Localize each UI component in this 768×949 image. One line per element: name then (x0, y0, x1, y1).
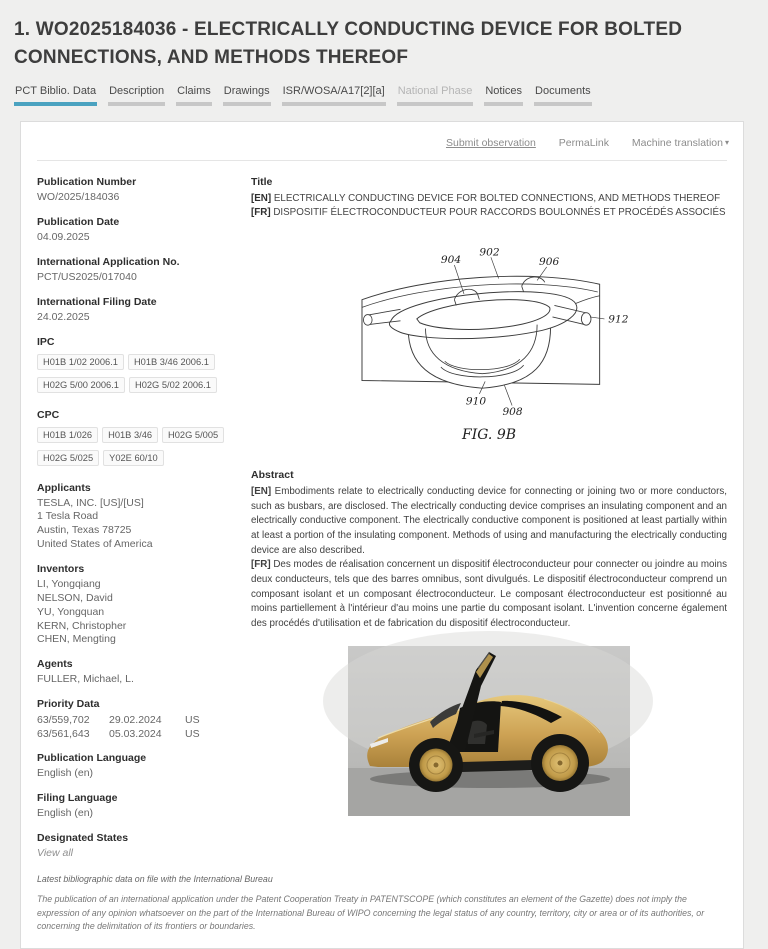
ref-910: 910 (465, 395, 487, 408)
biblio-columns (21, 161, 743, 870)
applicant-name: TESLA, INC. [US]/[US] (37, 496, 144, 509)
priority-row (37, 727, 245, 741)
cpc-code-chip[interactable]: H01B 3/46 (102, 427, 158, 443)
cpc-code-chip[interactable]: Y02E 60/10 (103, 450, 164, 466)
title-section (251, 176, 727, 220)
ref-904: 904 (440, 253, 462, 266)
tab-pct-biblio-data[interactable] (14, 85, 97, 106)
inventor-name: NELSON, David (37, 591, 113, 604)
field-agents (37, 658, 245, 687)
patent-drawing-fig9b (339, 240, 639, 418)
card-footer (21, 870, 743, 948)
record-header (0, 0, 768, 71)
title-fr-text: DISPOSITIF ÉLECTROCONDUCTEUR POUR RACCORDS BOULONNÉS ET PROCÉDÉS ASSOCIÉS (273, 207, 726, 218)
field-label: CPC (37, 408, 60, 421)
title-fr (251, 206, 727, 220)
patent-figure (339, 240, 639, 443)
field-label: Designated States (37, 832, 129, 845)
tab-underline (282, 102, 386, 106)
field-application-no (37, 256, 245, 285)
abstract-label: Abstract (251, 468, 294, 481)
biblio-right-column (245, 176, 727, 870)
priority-row (37, 713, 245, 727)
field-label: IPC (37, 335, 55, 348)
latest-data-note: Latest bibliographic data on file with the International Bureau (37, 874, 273, 885)
biblio-left-column (37, 176, 245, 870)
ipc-code-chip[interactable]: H02G 5/00 2006.1 (37, 377, 125, 393)
priority-number: 63/561,643 (37, 728, 90, 741)
field-value: PCT/US2025/017040 (37, 270, 137, 283)
inventor-name: CHEN, Mengting (37, 633, 116, 646)
field-label: Priority Data (37, 698, 100, 711)
tab-description[interactable] (108, 85, 165, 106)
applicant-address-line: Austin, Texas 78725 (37, 524, 132, 537)
cpc-chip-list (37, 424, 245, 471)
title-en (251, 192, 727, 206)
cpc-code-chip[interactable]: H02G 5/005 (162, 427, 224, 443)
inventor-name: YU, Yongquan (37, 605, 105, 618)
ref-908: 908 (502, 406, 523, 419)
ipc-code-chip[interactable]: H01B 3/46 2006.1 (128, 354, 215, 370)
figure-caption: FIG. 9B (461, 426, 517, 443)
tab-underline (176, 102, 212, 106)
field-value: 24.02.2025 (37, 310, 90, 323)
applicant-address-line: 1 Tesla Road (37, 510, 99, 523)
tab-isr-wosa[interactable] (282, 85, 386, 106)
abstract-fr-text: Des modes de réalisation concernent un dispositif électroconducteur pour connecter ou joindre au moins deux conducteurs, tels que des barres omnibus, sont divulgués. Le dispositif électroconducteur comprend un composant isolant et un composant électroconducteur. Le composant électroconducteur est positionné au moins partiellement à l'intérieur d'au moins une partie du composant isolant. L'invention concerne également des procédés d'utilisation et de fabrication du dispositif électroconducteur. (251, 559, 727, 630)
tab-underline (14, 102, 97, 106)
priority-date: 29.02.2024 (109, 714, 162, 727)
ipc-code-chip[interactable]: H01B 1/02 2006.1 (37, 354, 124, 370)
ref-906: 906 (539, 255, 560, 268)
title-label: Title (251, 176, 273, 189)
cpc-code-chip[interactable]: H01B 1/026 (37, 427, 98, 443)
priority-country: US (185, 728, 200, 741)
tab-underline (108, 102, 165, 106)
abstract-section (251, 469, 727, 632)
tab-label: Description (109, 85, 165, 98)
abstract-en (251, 485, 727, 558)
lang-tag-fr: [FR] (251, 207, 271, 218)
tab-label: Documents (535, 85, 591, 98)
priority-date: 05.03.2024 (109, 728, 162, 741)
tab-underline (484, 102, 523, 106)
field-label: International Filing Date (37, 295, 157, 308)
field-cpc (37, 409, 245, 471)
field-filing-language (37, 792, 245, 821)
permalink-link[interactable]: PermaLink (558, 137, 609, 150)
ref-902: 902 (479, 246, 500, 259)
ipc-chip-list (37, 351, 245, 398)
chevron-down-icon: ▾ (724, 138, 729, 148)
field-value: 04.09.2025 (37, 230, 90, 243)
tab-label: National Phase (397, 85, 473, 98)
tab-label: PCT Biblio. Data (15, 85, 97, 98)
applicant-address-line: United States of America (37, 538, 153, 551)
gazette-disclaimer: The publication of an international application under the Patent Cooperation Treaty in PATENTSCOPE (which constitutes an element of the Gazette) does not imply the expression of any opinion whatsoever on the part of the International Bureau of WIPO concerning the legal status of any country, territory, city or area or of its authorities, or concerning the delimitation of its frontiers or boundaries. (37, 894, 705, 932)
tab-underline (534, 102, 592, 106)
field-value: WO/2025/184036 (37, 191, 120, 204)
field-label: International Application No. (37, 255, 180, 268)
title-en-text: ELECTRICALLY CONDUCTING DEVICE FOR BOLTED CONNECTIONS, AND METHODS THEREOF (273, 193, 721, 205)
record-tabs (0, 71, 768, 106)
field-filing-date (37, 296, 245, 325)
inventor-name: LI, Yongqiang (37, 577, 101, 590)
tab-documents[interactable] (534, 85, 592, 106)
view-all-link[interactable]: View all (37, 847, 73, 860)
tab-label: Notices (485, 85, 523, 98)
field-label: Publication Date (37, 215, 120, 228)
tab-underline (223, 102, 271, 106)
tab-drawings[interactable] (223, 85, 271, 106)
cpc-code-chip[interactable]: H02G 5/025 (37, 450, 99, 466)
ipc-code-chip[interactable]: H02G 5/02 2006.1 (129, 377, 217, 393)
tab-notices[interactable] (484, 85, 523, 106)
machine-translation-dropdown[interactable] (632, 137, 729, 149)
page-title: 1. WO2025184036 - ELECTRICALLY CONDUCTING DEVICE FOR BOLTED CONNECTIONS, AND METHODS THEREOF (14, 19, 683, 68)
agent-name: FULLER, Michael, L. (37, 673, 134, 686)
inventor-name: KERN, Christopher (37, 619, 127, 632)
vehicle-photo (348, 646, 630, 816)
abstract-fr (251, 558, 727, 631)
field-designated-states (37, 832, 245, 859)
lang-tag-en: [EN] (251, 485, 272, 497)
tab-underline (397, 102, 474, 106)
field-label: Filing Language (37, 792, 118, 805)
field-label: Publication Language (37, 752, 147, 765)
lang-tag-en: [EN] (251, 193, 272, 205)
gold-car-image (348, 646, 630, 816)
field-ipc (37, 336, 245, 398)
lang-tag-fr: [FR] (251, 559, 271, 571)
field-label: Agents (37, 658, 73, 671)
tab-label: Claims (177, 85, 211, 98)
biblio-card (20, 121, 744, 949)
field-label: Publication Number (37, 176, 137, 189)
abstract-en-text: Embodiments relate to electrically conducting device for connecting or joining two or more conductors, such as busbars, are disclosed. The electrically conducting device comprises an insulating component and an electrically conductive component. The electrically conductive component is positioned at least partially within at least a portion of the insulating component. Methods of using and manufacturing the electrically conducting device are also described. (251, 485, 727, 556)
machine-translation-label: Machine translation (631, 137, 723, 150)
field-value: English (en) (37, 767, 94, 780)
field-priority-data (37, 698, 245, 741)
priority-number: 63/559,702 (37, 714, 90, 727)
field-applicants (37, 482, 245, 552)
field-publication-language (37, 752, 245, 781)
tab-claims[interactable] (176, 85, 212, 106)
field-value: English (en) (37, 807, 94, 820)
field-inventors (37, 563, 245, 647)
tab-label: Drawings (223, 85, 270, 98)
field-publication-number (37, 176, 245, 205)
tab-label: ISR/WOSA/A17[2][a] (282, 85, 385, 98)
priority-country: US (185, 714, 200, 727)
field-label: Inventors (37, 562, 85, 575)
submit-observation-link[interactable]: Submit observation (445, 137, 536, 150)
tab-national-phase (397, 85, 474, 106)
field-publication-date (37, 216, 245, 245)
ref-912: 912 (608, 313, 629, 326)
field-label: Applicants (37, 481, 91, 494)
card-toolbar (21, 122, 743, 158)
